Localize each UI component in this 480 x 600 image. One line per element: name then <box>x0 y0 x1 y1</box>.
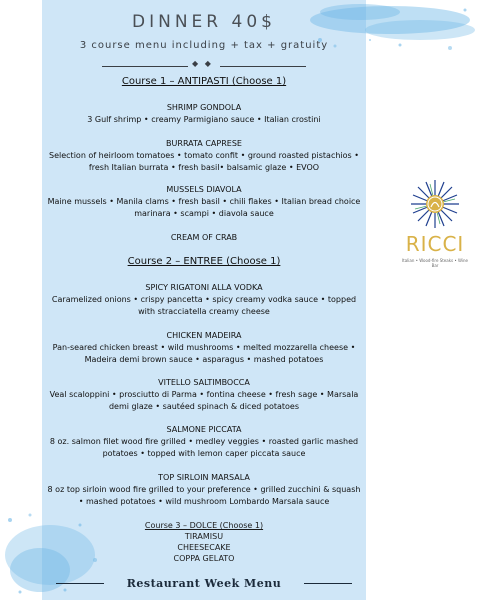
dish-description: Caramelized onions • crispy pancetta • spicy creamy vodka sauce • topped with stracciatella creamy cheese <box>51 295 357 316</box>
logo-wordmark: RICCI <box>405 232 465 256</box>
ricci-logo <box>400 178 470 298</box>
dish-name: CHICKEN MADEIRA <box>166 331 242 340</box>
course3-heading: Course 3 – DOLCE (Choose 1) <box>144 521 264 530</box>
course1-heading: Course 1 – ANTIPASTI (Choose 1) <box>121 76 287 87</box>
dish-description: 3 Gulf shrimp • creamy Parmigiano sauce • Italian crostini <box>87 115 321 124</box>
course2-heading: Course 2 – ENTREE (Choose 1) <box>127 256 281 267</box>
dish-cream-of-crab <box>46 232 362 244</box>
dish-vitello-saltimbocca <box>46 377 362 413</box>
dolce-item: CHEESECAKE <box>177 543 231 552</box>
dish-top-sirloin-marsala <box>46 472 362 508</box>
ornament-divider <box>102 59 306 70</box>
dish-name: SPICY RIGATONI ALLA VODKA <box>145 283 263 292</box>
dolce-item: TIRAMISU <box>184 532 224 541</box>
dish-name: TOP SIRLOIN MARSALA <box>158 473 250 482</box>
diamond-ornament-icon: ◆ ◆ <box>192 59 213 68</box>
dish-chicken-madeira <box>46 330 362 366</box>
dolce-item: COPPA GELATO <box>173 554 235 563</box>
dish-name: BURRATA CAPRESE <box>166 139 242 148</box>
dish-name: MUSSELS DIAVOLA <box>166 185 242 194</box>
sunburst-logo-icon <box>400 178 470 234</box>
menu-title: DINNER 40$ <box>132 12 276 32</box>
footer-rule-right <box>304 583 352 584</box>
course3-block <box>42 520 366 564</box>
dish-description: 8 oz. salmon filet wood fire grilled • medley veggies • roasted garlic mashed potatoes • topped with lemon caper piccata sauce <box>49 437 359 458</box>
logo-tagline: Italian • Wood-fire Steaks • Wine Bar <box>401 258 468 268</box>
dish-spicy-rigatoni <box>46 282 362 318</box>
dish-salmone-piccata <box>46 424 362 460</box>
dish-name: SHRIMP GONDOLA <box>166 103 242 112</box>
dish-description: 8 oz top sirloin wood fire grilled to your preference • grilled zucchini & squash • mashed potatoes • wild mushroom Lombardo Marsala sauce <box>47 485 361 506</box>
dish-mussels-diavola <box>46 184 362 220</box>
dish-burrata-caprese <box>46 138 362 174</box>
menu-subtitle: 3 course menu including + tax + gratuity <box>79 40 329 51</box>
dish-shrimp-gondola <box>46 102 362 126</box>
footer-title: Restaurant Week Menu <box>126 577 282 590</box>
menu-content <box>42 0 366 600</box>
dish-name: CREAM OF CRAB <box>170 233 238 242</box>
dish-name: SALMONE PICCATA <box>166 425 242 434</box>
dish-description: Veal scaloppini • prosciutto di Parma • fontina cheese • fresh sage • Marsala demi glaze • sautéed spinach & diced potatoes <box>49 390 359 411</box>
dish-name: VITELLO SALTIMBOCCA <box>158 378 250 387</box>
dish-description: Maine mussels • Manila clams • fresh basil • chili flakes • Italian bread choice marinara • scampi • diavola sauce <box>47 197 361 218</box>
dish-description: Selection of heirloom tomatoes • tomato confit • ground roasted pistachios • fresh Italian burrata • fresh basil• balsamic glaze • EVOO <box>49 151 359 172</box>
dish-description: Pan-seared chicken breast • wild mushrooms • melted mozzarella cheese • Madeira demi brown sauce • asparagus • mashed potatoes <box>52 343 356 364</box>
